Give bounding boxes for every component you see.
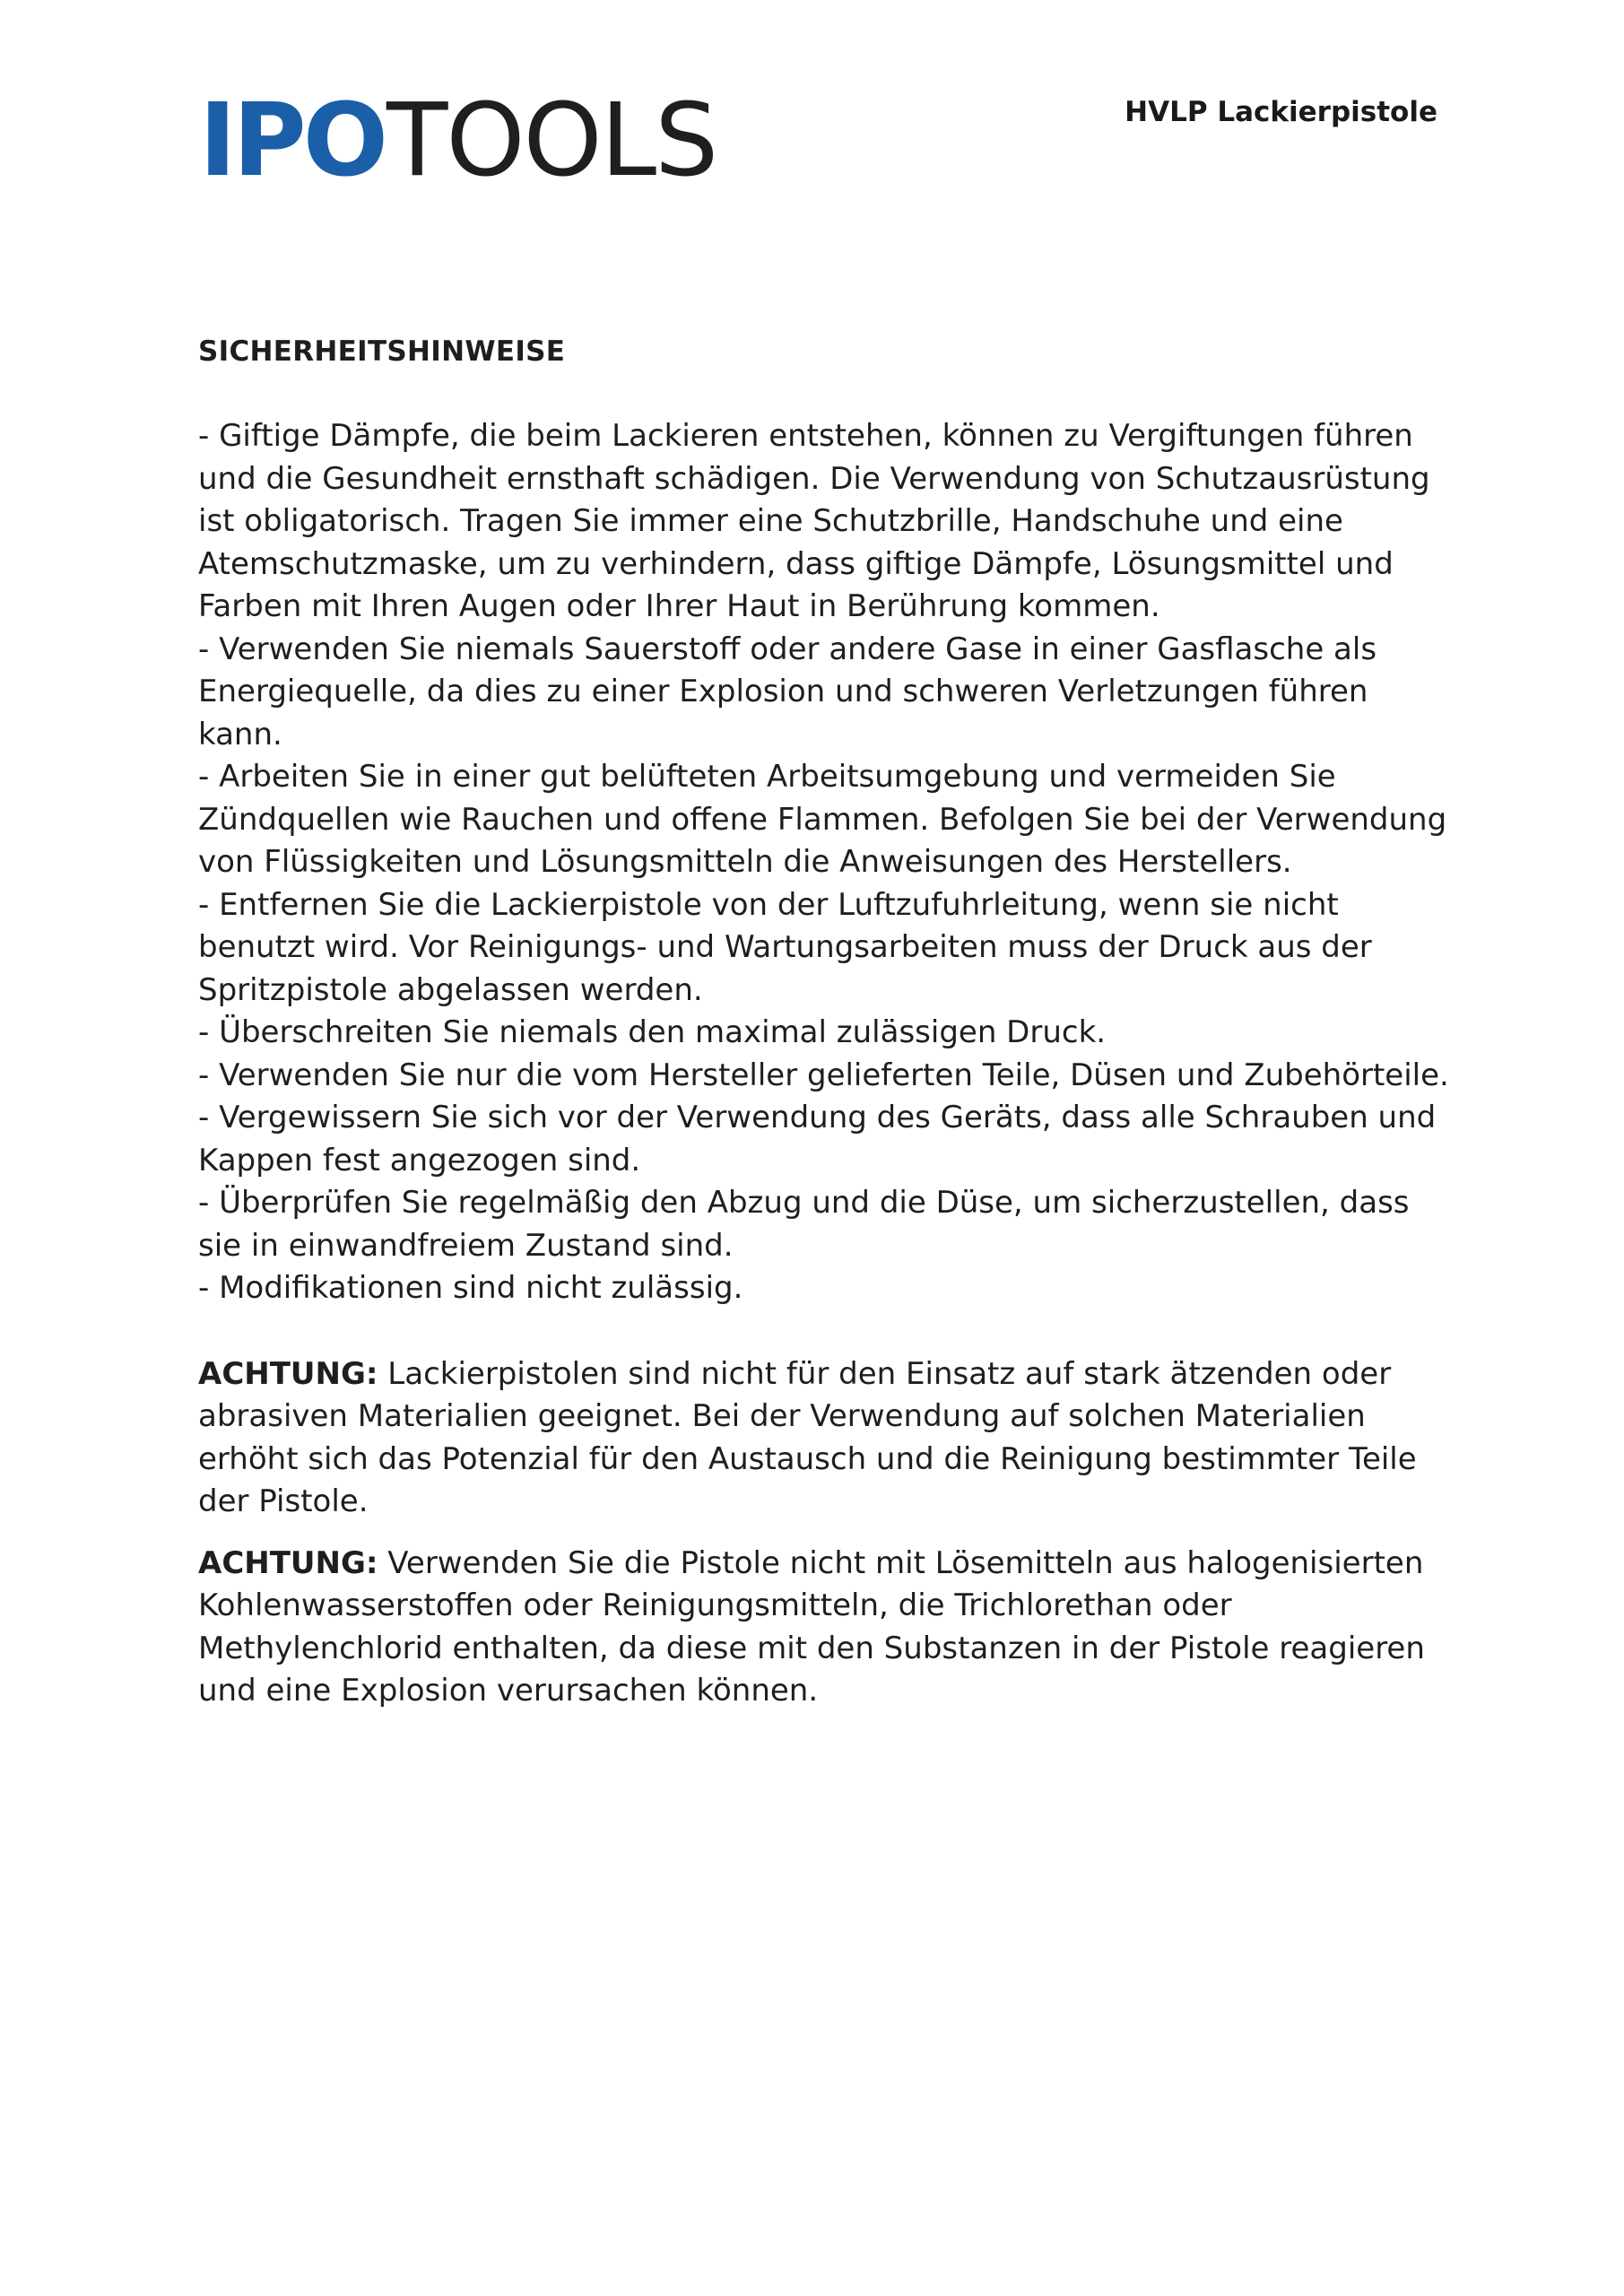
- warning-notice: [198, 1543, 1454, 1713]
- safety-item: - Arbeiten Sie in einer gut belüfteten Arbeitsumgebung und vermeiden Sie Zündquellen wie Rauchen und offene Flammen. Befolgen Sie bei der Verwendung von Flüssigkeiten und Lösungsmitteln die Anweisungen des Herstellers.: [198, 759, 1447, 880]
- logo-ipo-text: IPO: [199, 83, 385, 199]
- section-heading: SICHERHEITSHINWEISE: [198, 335, 566, 368]
- warning-text: Lackierpistolen sind nicht für den Einsatz auf stark ätzenden oder abrasiven Materialien geeignet. Bei der Verwendung auf solchen Materialien erhöht sich das Potenzial für den Austausch und die Reinigung bestimmter Teile der Pistole.: [198, 1355, 1417, 1519]
- safety-item: - Verwenden Sie niemals Sauerstoff oder andere Gase in einer Gasflasche als Energiequelle, da dies zu einer Explosion und schweren Verletzungen führen kann.: [198, 631, 1377, 752]
- warning-label: ACHTUNG:: [198, 1355, 378, 1392]
- safety-list: [198, 415, 1454, 1310]
- safety-item: - Verwenden Sie nur die vom Hersteller gelieferten Teile, Düsen und Zubehörteile.: [198, 1057, 1449, 1093]
- warning-notice: [198, 1353, 1454, 1524]
- safety-item: - Giftige Dämpfe, die beim Lackieren entstehen, können zu Vergiftungen führen und die Gesundheit ernsthaft schädigen. Die Verwendung von Schutzausrüstung ist obligatorisch. Tragen Sie immer eine Schutzbrille, Handschuhe und eine Atemschutzmaske, um zu verhindern, dass giftige Dämpfe, Lösungsmittel und Farben mit Ihren Augen oder Ihrer Haut in Berührung kommen.: [198, 418, 1430, 624]
- safety-item: - Entfernen Sie die Lackierpistole von der Luftzufuhrleitung, wenn sie nicht benutzt wird. Vor Reinigungs- und Wartungsarbeiten muss der Druck aus der Spritzpistole abgelassen werden.: [198, 886, 1372, 1008]
- logo-tools-text: TOOLS: [386, 83, 717, 199]
- warning-text: Verwenden Sie die Pistole nicht mit Lösemitteln aus halogenisierten Kohlenwasserstoffen oder Reinigungsmitteln, die Trichlorethan oder Methylenchlorid enthalten, da diese mit den Substanzen in der Pistole reagieren und eine Explosion verursachen können.: [198, 1544, 1425, 1709]
- safety-item: - Modifikationen sind nicht zulässig.: [198, 1270, 743, 1306]
- document-title: HVLP Lackierpistole: [1125, 96, 1437, 128]
- ipotools-logo: [199, 83, 717, 199]
- warning-label: ACHTUNG:: [198, 1544, 378, 1581]
- safety-item: - Überschreiten Sie niemals den maximal zulässigen Druck.: [198, 1014, 1107, 1050]
- safety-item: - Vergewissern Sie sich vor der Verwendung des Geräts, dass alle Schrauben und Kappen fest angezogen sind.: [198, 1100, 1437, 1178]
- safety-item: - Überprüfen Sie regelmäßig den Abzug und die Düse, um sicherzustellen, dass sie in einwandfreiem Zustand sind.: [198, 1185, 1410, 1264]
- document-content: [198, 334, 1454, 1713]
